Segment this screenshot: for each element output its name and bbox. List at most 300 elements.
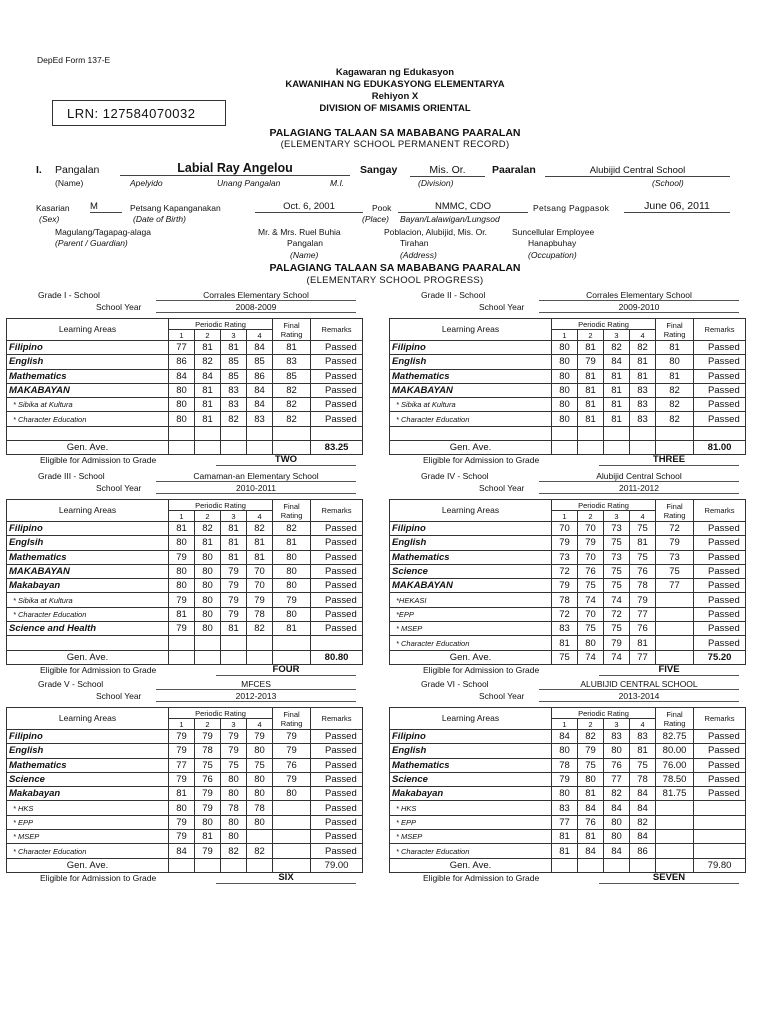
learning-area: * MSEP	[7, 830, 169, 844]
quarter-rating: 75	[578, 622, 604, 636]
quarter-rating: 80	[604, 744, 630, 758]
remarks: Passed	[311, 844, 363, 858]
grade-header	[389, 678, 745, 702]
remarks: Passed	[311, 830, 363, 844]
quarter-rating: 79	[169, 593, 195, 607]
gen-ave-row	[7, 441, 363, 455]
remarks: Passed	[694, 772, 746, 786]
table-row	[390, 564, 746, 578]
table-row	[7, 522, 363, 536]
quarter-rating: 76	[604, 758, 630, 772]
quarter-rating: 80	[195, 593, 221, 607]
quarter-rating: 80	[169, 801, 195, 815]
quarter-rating: 78	[247, 607, 273, 621]
quarter-rating: 84	[578, 801, 604, 815]
gen-ave-quarter	[552, 858, 578, 872]
table-row	[7, 426, 363, 440]
quarter-rating: 75	[604, 536, 630, 550]
quarter-rating: 79	[169, 744, 195, 758]
quarter-rating: 81	[221, 536, 247, 550]
learning-areas-header: Learning Areas	[7, 708, 169, 730]
quarter-rating: 79	[169, 772, 195, 786]
gen-ave-label: Gen. Ave.	[7, 441, 169, 455]
learning-area: Makabayan	[7, 787, 169, 801]
gen-ave-row	[390, 441, 746, 455]
eligibility-line	[389, 455, 745, 466]
quarter-rating: 83	[630, 412, 656, 426]
learning-area: MAKABAYAN	[7, 383, 169, 397]
gen-ave-row	[390, 650, 746, 664]
final-rating	[656, 426, 694, 440]
grades-table	[389, 499, 746, 665]
magulang-label: Magulang/Tagapag-alaga	[55, 227, 151, 237]
paaralan-label: Paaralan	[492, 164, 536, 176]
quarter-header: 4	[247, 719, 273, 730]
remarks: Passed	[311, 607, 363, 621]
eligible-label: Eligible for Admission to Grade	[423, 455, 540, 466]
table-header-row	[7, 319, 363, 330]
quarter-rating: 81	[578, 369, 604, 383]
final-rating: 81.75	[656, 787, 694, 801]
quarter-rating	[247, 426, 273, 440]
learning-area: Englsih	[7, 536, 169, 550]
quarter-rating: 84	[604, 844, 630, 858]
quarter-rating: 83	[221, 398, 247, 412]
name-value: Labial Ray Angelou	[120, 161, 350, 176]
quarter-rating: 84	[195, 369, 221, 383]
table-row	[390, 536, 746, 550]
quarter-rating: 79	[195, 730, 221, 744]
pook-value: NMMC, CDO	[398, 201, 528, 213]
remarks: Passed	[694, 398, 746, 412]
final-rating: 82	[656, 383, 694, 397]
table-header-row	[390, 708, 746, 719]
quarter-rating: 70	[247, 564, 273, 578]
form-title: PALAGIANG TALAAN SA MABABANG PAARALAN	[269, 127, 521, 139]
grade-header	[6, 470, 362, 494]
quarter-rating: 76	[630, 564, 656, 578]
final-rating: 79	[273, 593, 311, 607]
learning-area: English	[390, 744, 552, 758]
final-rating	[656, 815, 694, 829]
remarks: Passed	[694, 579, 746, 593]
quarter-rating: 83	[630, 730, 656, 744]
learning-area: Makabayan	[390, 787, 552, 801]
quarter-rating: 84	[247, 398, 273, 412]
eligible-grade: FIVE	[599, 664, 739, 676]
quarter-rating: 80	[247, 744, 273, 758]
quarter-rating: 84	[604, 355, 630, 369]
quarter-rating: 75	[630, 522, 656, 536]
learning-area: Mathematics	[390, 550, 552, 564]
final-rating	[273, 801, 311, 815]
quarter-rating: 79	[578, 536, 604, 550]
learning-area: * Character Education	[390, 844, 552, 858]
table-row	[7, 772, 363, 786]
quarter-rating: 79	[552, 536, 578, 550]
quarter-header: 2	[195, 330, 221, 341]
remarks: Passed	[694, 758, 746, 772]
grade-school-label: Grade IV - School	[421, 471, 489, 481]
quarter-rating: 79	[169, 622, 195, 636]
learning-area: MAKABAYAN	[390, 579, 552, 593]
final-rating: 82	[273, 412, 311, 426]
final-rating	[273, 636, 311, 650]
table-row	[390, 636, 746, 650]
quarter-rating: 75	[578, 758, 604, 772]
quarter-rating: 80	[604, 830, 630, 844]
grade-school-label: Grade I - School	[38, 290, 100, 300]
quarter-header: 4	[630, 330, 656, 341]
gen-ave-quarter	[247, 650, 273, 664]
learning-area: Filipino	[390, 522, 552, 536]
periodic-rating-header: Periodic Rating	[169, 500, 273, 511]
final-rating: 82	[656, 412, 694, 426]
quarter-rating: 81	[630, 355, 656, 369]
school-year-value: 2012-2013	[156, 691, 356, 702]
quarter-header: 3	[221, 511, 247, 522]
quarter-rating: 83	[604, 730, 630, 744]
header-line3: Rehiyon X	[371, 91, 419, 102]
remarks	[694, 830, 746, 844]
final-rating	[273, 830, 311, 844]
mi-caption: M.I.	[330, 178, 345, 188]
table-row	[390, 593, 746, 607]
table-row	[390, 412, 746, 426]
gen-ave-quarter	[630, 858, 656, 872]
section-number: I.	[36, 164, 42, 176]
grade-header	[6, 678, 362, 702]
quarter-rating: 82	[604, 341, 630, 355]
quarter-rating: 79	[221, 579, 247, 593]
quarter-rating: 74	[578, 593, 604, 607]
table-row	[7, 830, 363, 844]
quarter-rating: 78	[247, 801, 273, 815]
gen-ave-quarter	[552, 441, 578, 455]
final-rating: 81	[656, 341, 694, 355]
quarter-rating: 73	[552, 550, 578, 564]
grade-school-value: MFCES	[156, 679, 356, 690]
quarter-rating	[169, 636, 195, 650]
learning-areas-header: Learning Areas	[390, 708, 552, 730]
quarter-rating: 80	[195, 607, 221, 621]
quarter-rating: 81	[630, 369, 656, 383]
table-row	[7, 607, 363, 621]
quarter-rating	[604, 426, 630, 440]
final-rating: 78.50	[656, 772, 694, 786]
remarks: Passed	[694, 787, 746, 801]
gen-ave-value: 83.25	[311, 441, 363, 455]
quarter-header: 3	[221, 330, 247, 341]
quarter-rating: 84	[247, 383, 273, 397]
table-row	[7, 787, 363, 801]
grade-school-label: Grade V - School	[38, 679, 104, 689]
final-rating-header: Final Rating	[656, 500, 694, 522]
quarter-rating: 80	[552, 787, 578, 801]
table-row	[390, 787, 746, 801]
quarter-rating: 70	[552, 522, 578, 536]
quarter-rating: 83	[630, 383, 656, 397]
learning-area: Mathematics	[7, 369, 169, 383]
table-row	[390, 369, 746, 383]
eligible-label: Eligible for Admission to Grade	[40, 872, 157, 883]
final-rating	[273, 844, 311, 858]
quarter-rating: 79	[221, 744, 247, 758]
final-rating: 73	[656, 550, 694, 564]
gen-ave-label: Gen. Ave.	[7, 858, 169, 872]
remarks: Passed	[694, 383, 746, 397]
grades-table	[389, 707, 746, 873]
quarter-rating: 85	[221, 355, 247, 369]
table-row	[7, 844, 363, 858]
remarks-header: Remarks	[694, 319, 746, 341]
remarks: Passed	[311, 369, 363, 383]
final-rating-header: Final Rating	[273, 500, 311, 522]
learning-area: Science and Health	[7, 622, 169, 636]
quarter-rating: 80	[221, 815, 247, 829]
table-row	[390, 622, 746, 636]
table-row	[7, 579, 363, 593]
quarter-rating: 80	[552, 744, 578, 758]
final-rating-header: Final Rating	[656, 708, 694, 730]
school-year-value: 2009-2010	[539, 302, 739, 313]
remarks-header: Remarks	[694, 500, 746, 522]
quarter-rating: 80	[247, 787, 273, 801]
quarter-rating: 82	[247, 522, 273, 536]
learning-area: Science	[7, 772, 169, 786]
eligibility-line	[389, 873, 745, 884]
quarter-rating: 79	[247, 593, 273, 607]
remarks: Passed	[694, 607, 746, 621]
pagpasok-value: June 06, 2011	[624, 200, 730, 213]
grade-school-label: Grade II - School	[421, 290, 486, 300]
quarter-rating: 81	[247, 536, 273, 550]
quarter-rating: 75	[247, 758, 273, 772]
quarter-rating: 80	[195, 579, 221, 593]
table-row	[7, 744, 363, 758]
quarter-rating: 79	[578, 744, 604, 758]
quarter-rating: 80	[169, 536, 195, 550]
grade-block	[6, 470, 362, 676]
learning-area: Filipino	[7, 341, 169, 355]
gen-ave-quarter	[169, 650, 195, 664]
remarks: Passed	[694, 564, 746, 578]
place-caption: (Place)	[362, 214, 389, 224]
quarter-rating: 84	[552, 730, 578, 744]
final-rating: 79	[273, 772, 311, 786]
learning-area	[7, 426, 169, 440]
gen-ave-row	[390, 858, 746, 872]
final-rating	[656, 622, 694, 636]
final-rating	[656, 830, 694, 844]
quarter-rating: 75	[630, 550, 656, 564]
remarks: Passed	[694, 593, 746, 607]
grade-school-label: Grade III - School	[38, 471, 105, 481]
quarter-rating: 75	[630, 758, 656, 772]
form-subtitle: (ELEMENTARY SCHOOL PERMANENT RECORD)	[280, 139, 510, 150]
quarter-rating: 81	[578, 787, 604, 801]
quarter-rating: 81	[552, 830, 578, 844]
eligible-grade: THREE	[599, 454, 739, 466]
quarter-rating: 81	[552, 844, 578, 858]
grade-school-value: Corrales Elementary School	[156, 290, 356, 301]
quarter-header: 1	[552, 511, 578, 522]
learning-area: * HKS	[7, 801, 169, 815]
learning-area: Mathematics	[390, 758, 552, 772]
grade-school-value: Camaman-an Elementary School	[156, 471, 356, 482]
gen-ave-final	[656, 441, 694, 455]
learning-areas-header: Learning Areas	[390, 500, 552, 522]
eligibility-line	[389, 665, 745, 676]
periodic-rating-header: Periodic Rating	[169, 708, 273, 719]
learning-area: Mathematics	[390, 369, 552, 383]
quarter-rating: 83	[552, 622, 578, 636]
table-row	[7, 758, 363, 772]
learning-area: English	[390, 355, 552, 369]
table-row	[390, 579, 746, 593]
remarks	[694, 801, 746, 815]
quarter-rating: 81	[604, 398, 630, 412]
remarks: Passed	[694, 636, 746, 650]
table-row	[390, 801, 746, 815]
gen-ave-label: Gen. Ave.	[390, 858, 552, 872]
gen-ave-quarter	[578, 858, 604, 872]
remarks: Passed	[311, 550, 363, 564]
table-row	[390, 730, 746, 744]
final-rating	[656, 636, 694, 650]
school-year-value: 2013-2014	[539, 691, 739, 702]
final-rating: 79	[656, 536, 694, 550]
remarks: Passed	[694, 622, 746, 636]
gen-ave-final	[273, 858, 311, 872]
final-rating: 75	[656, 564, 694, 578]
hanapbuhay-value: Suncellular Employee	[512, 227, 595, 237]
final-rating: 83	[273, 355, 311, 369]
quarter-rating	[552, 426, 578, 440]
final-rating: 85	[273, 369, 311, 383]
quarter-rating: 70	[578, 550, 604, 564]
quarter-rating: 81	[169, 607, 195, 621]
gen-ave-quarter	[195, 858, 221, 872]
final-rating-header: Final Rating	[273, 708, 311, 730]
learning-area: * MSEP	[390, 622, 552, 636]
remarks: Passed	[311, 579, 363, 593]
remarks: Passed	[694, 744, 746, 758]
grade-school-value: ALUBIJID CENTRAL SCHOOL	[539, 679, 739, 690]
final-rating: 76.00	[656, 758, 694, 772]
quarter-rating: 81	[630, 636, 656, 650]
grade-block	[389, 289, 745, 466]
eligible-label: Eligible for Admission to Grade	[40, 664, 157, 675]
learning-area: Mathematics	[7, 550, 169, 564]
quarter-rating: 76	[578, 564, 604, 578]
quarter-rating: 84	[630, 801, 656, 815]
grade-school-value: Corrales Elementary School	[539, 290, 739, 301]
quarter-rating: 81	[195, 412, 221, 426]
learning-area: * Sibika at Kultura	[390, 398, 552, 412]
quarter-rating: 73	[604, 550, 630, 564]
quarter-rating: 81	[221, 522, 247, 536]
final-rating-header: Final Rating	[656, 319, 694, 341]
quarter-header: 2	[195, 719, 221, 730]
address-caption: (Address)	[400, 250, 437, 260]
quarter-rating: 83	[630, 398, 656, 412]
header-line1: Kagawaran ng Edukasyon	[335, 67, 455, 78]
quarter-rating: 79	[552, 772, 578, 786]
final-rating: 72	[656, 522, 694, 536]
grade-school-value: Alubijid Central School	[539, 471, 739, 482]
quarter-header: 2	[195, 511, 221, 522]
quarter-rating: 79	[169, 815, 195, 829]
quarter-rating: 76	[578, 815, 604, 829]
quarter-rating: 80	[552, 369, 578, 383]
final-rating: 79	[273, 744, 311, 758]
quarter-rating: 80	[195, 622, 221, 636]
quarter-header: 1	[169, 511, 195, 522]
table-header-row	[7, 500, 363, 511]
remarks: Passed	[694, 355, 746, 369]
pagpasok-label: Petsang Pagpasok	[533, 203, 610, 213]
table-header-row	[390, 319, 746, 330]
quarter-rating: 80	[195, 550, 221, 564]
final-rating	[656, 607, 694, 621]
learning-area: English	[7, 355, 169, 369]
quarter-rating: 81	[578, 412, 604, 426]
final-rating: 80	[656, 355, 694, 369]
remarks-header: Remarks	[311, 500, 363, 522]
periodic-rating-header: Periodic Rating	[552, 708, 656, 719]
quarter-rating: 81	[604, 412, 630, 426]
quarter-rating: 77	[169, 758, 195, 772]
tirahan-value: Poblacion, Alubijid, Mis. Or.	[384, 227, 487, 237]
gen-ave-quarter	[630, 441, 656, 455]
final-rating: 79	[273, 730, 311, 744]
quarter-header: 2	[578, 330, 604, 341]
final-rating: 80	[273, 579, 311, 593]
final-rating: 82	[656, 398, 694, 412]
final-rating: 77	[656, 579, 694, 593]
remarks	[311, 636, 363, 650]
final-rating: 80	[273, 564, 311, 578]
quarter-rating: 72	[604, 607, 630, 621]
gen-ave-quarter	[604, 858, 630, 872]
place-detail-caption: Bayan/Lalawigan/Lungsod	[400, 214, 500, 224]
gen-ave-quarter	[247, 441, 273, 455]
parent-caption: (Parent / Guardian)	[55, 238, 128, 248]
quarter-rating: 81	[578, 398, 604, 412]
quarter-rating: 83	[221, 383, 247, 397]
remarks: Passed	[311, 412, 363, 426]
quarter-rating: 76	[630, 622, 656, 636]
quarter-rating	[169, 426, 195, 440]
remarks: Passed	[311, 772, 363, 786]
grade-header	[389, 470, 745, 494]
quarter-header: 3	[604, 330, 630, 341]
learning-area: * Sibika at Kultura	[7, 398, 169, 412]
quarter-header: 2	[578, 719, 604, 730]
final-rating: 82.75	[656, 730, 694, 744]
quarter-rating: 75	[604, 564, 630, 578]
learning-area: Science	[390, 564, 552, 578]
kapanganakan-value: Oct. 6, 2001	[255, 201, 363, 213]
quarter-rating: 79	[221, 564, 247, 578]
table-header-row	[390, 500, 746, 511]
occupation-caption: (Occupation)	[528, 250, 577, 260]
quarter-rating: 70	[247, 579, 273, 593]
final-rating: 82	[273, 383, 311, 397]
quarter-rating: 80	[169, 564, 195, 578]
quarter-rating: 81	[578, 830, 604, 844]
